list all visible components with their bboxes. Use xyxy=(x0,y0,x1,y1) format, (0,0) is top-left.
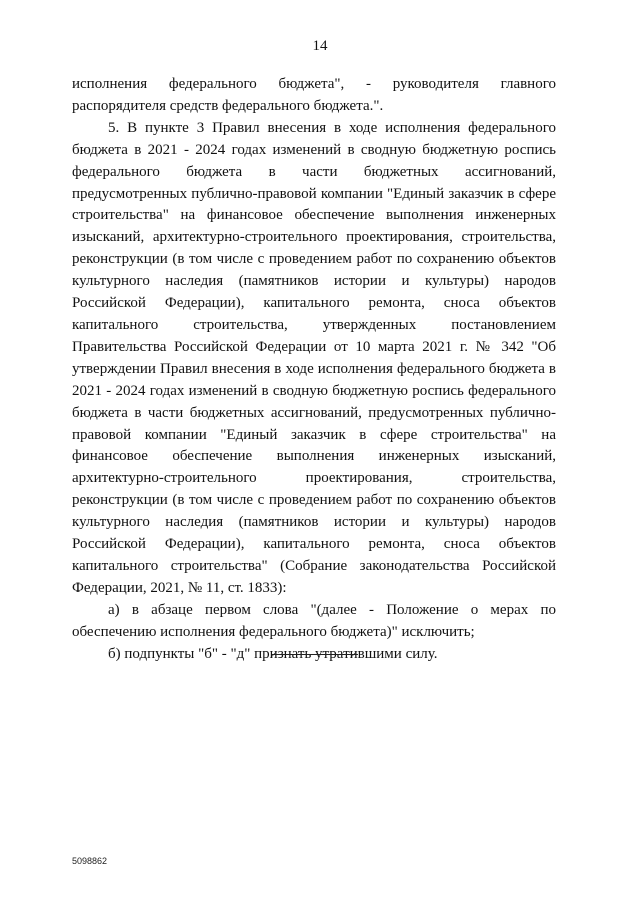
document-code: 5098862 xyxy=(72,856,108,866)
paragraph-subitem-a: а) в абзаце первом слова "(далее - Положение о мерах по обеспечению исполнения федерального бюджета)" исключить; xyxy=(72,601,556,640)
page-number: 14 xyxy=(312,38,328,54)
paragraph-item-5: 5. В пункте 3 Правил внесения в ходе исполнения федерального бюджета в 2021 - 2024 годах изменений в сводную бюджетную роспись федерального бюджета в части бюджетных ассигнований, предусмотренных публично-правовой компании "Единый заказчик в сфере строительства" на финансовое обеспечение выполнения инженерных изысканий, архитектурно-строительного проектирования, строительства, реконструкции (в том числе с проведением работ по сохранению объектов культурного наследия (памятников истории и культуры) народов Российской Федерации), капитального ремонта, сноса объектов капитального строительства, утвержденных постановлением Правительства Российской Федерации от 10 марта 2021 г. № 342 "Об утверждении Правил внесения в ходе исполнения федерального бюджета в 2021 - 2024 годах изменений в сводную бюджетную роспись федерального бюджета в части бюджетных ассигнований, предусмотренных публично-правовой компании "Единый заказчик в сфере строительства" на финансовое обеспечение выполнения инженерных изысканий, архитектурно-строительного проектирования, строительства, реконструкции (в том числе с проведением работ по сохранению объектов культурного наследия (памятников истории и культуры) народов Российской Федерации), капитального ремонта, сноса объектов капитального строительства" (Собрание законодательства Российской Федерации, 2021, № 11, ст. 1833): xyxy=(72,119,556,596)
paragraph-subitem-b: б) подпункты "б" - "д" признать утратившими силу. xyxy=(108,645,438,662)
paragraph-continuation: исполнения федерального бюджета", - руководителя главного распорядителя средств федерального бюджета.". xyxy=(72,76,556,114)
closing-separator-line xyxy=(272,654,358,655)
document-body xyxy=(72,74,556,665)
